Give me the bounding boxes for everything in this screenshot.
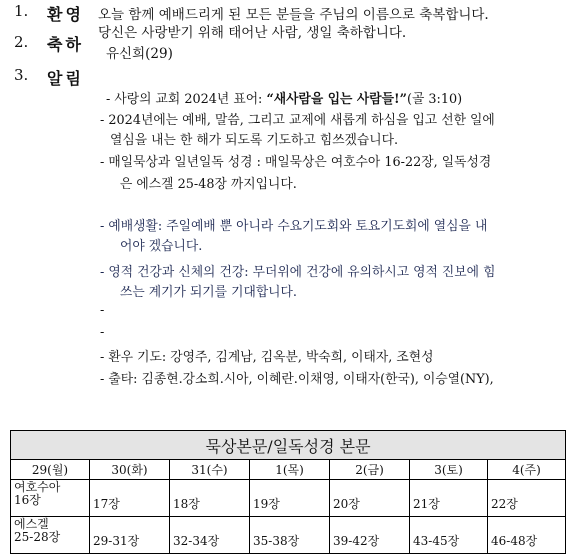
chapter-value: 20장 [333,497,360,511]
table-cell [170,517,250,554]
table-cell [11,480,90,517]
chapter-value: 16장 [14,493,41,507]
item-number-1: 1. [14,2,29,20]
welcome-text: 오늘 함께 예배드리게 된 모든 분들을 주님의 이름으로 축복합니다. [98,7,489,23]
worship-line-2: 어야 겠습니다. [120,239,203,254]
empty-bullet-2: - [100,325,105,340]
table-row [11,517,566,554]
motto-reference: (골 3:10) [406,92,463,107]
table-cell [170,480,250,517]
chapter-value: 32-34장 [173,534,220,548]
reading-line-2: 은 에스겔 25-48장 까지입니다. [120,177,297,192]
health-line-2: 쓰는 계기가 되기를 기대합니다. [120,285,297,300]
reading-schedule-table [10,430,566,554]
table-title: 묵상본문/일독성경 본문 [11,431,566,460]
chapter-value: 18장 [173,497,200,511]
motto-prefix: - 사랑의 교회 2024년 표어: [106,92,267,107]
table-cell [410,480,488,517]
travel-list: - 출타: 김종현.강소희.시아, 이혜란.이채영, 이태자(한국), 이승열(NY), [100,372,494,387]
prayer-list: - 환우 기도: 강영주, 김계남, 김옥분, 박숙희, 이태자, 조현성 [100,350,434,365]
day-header: 3(토) [410,460,488,480]
chapter-value: 43-45장 [413,534,460,548]
table-cell [488,480,566,517]
book-label: 에스겔 [14,517,49,531]
table-cell [330,517,410,554]
chapter-value: 35-38장 [253,534,300,548]
health-line-1: - 영적 건강과 신체의 건강: 무더위에 건강에 유의하시고 영적 진보에 힘 [100,265,496,280]
worship-line-1: - 예배생활: 주일예배 뿐 아니라 수요기도회와 토요기도회에 열심을 내 [100,219,488,234]
table-cell [250,480,330,517]
empty-bullet-1: - [100,303,105,318]
heading-announcements: 알림 [47,69,84,88]
reading-line-1: - 매일묵상과 일년일독 성경 : 매일묵상은 여호수아 16-22장, 일독성경 [100,155,492,170]
church-motto [106,88,462,107]
birthday-text: 당신은 사랑받기 위해 태어난 사람, 생일 축하합니다. [98,25,407,41]
chapter-value: 22장 [491,497,518,511]
table-cell [488,517,566,554]
table-cell [90,480,170,517]
motto-quote: “새사람을 입는 사람들!” [266,92,407,107]
day-header: 4(주) [488,460,566,480]
table-row [11,480,566,517]
heading-congratulations: 축하 [47,35,84,54]
day-header: 29(월) [11,460,90,480]
chapter-value: 29-31장 [93,534,140,548]
table-cell [250,517,330,554]
chapter-value: 46-48장 [491,534,538,548]
heading-welcome: 환영 [47,5,84,24]
goal-line-2: 열심을 내는 한 해가 되도록 기도하고 힘쓰겠습니다. [110,133,399,148]
chapter-value: 17장 [93,497,120,511]
table-cell [11,517,90,554]
chapter-value: 19장 [253,497,280,511]
chapter-value: 39-42장 [333,534,380,548]
table-cell [410,517,488,554]
day-header: 31(수) [170,460,250,480]
item-number-2: 2. [14,33,29,51]
book-label: 여호수아 [14,480,61,494]
chapter-value: 25-28장 [14,530,61,544]
table-cell [330,480,410,517]
day-header: 30(화) [90,460,170,480]
birthday-name: 유신희(29) [106,46,173,62]
day-header: 1(목) [250,460,330,480]
table-cell [90,517,170,554]
goal-line-1: - 2024년에는 예배, 말씀, 그리고 교제에 새롭게 하심을 입고 선한 일에 [100,113,495,128]
item-number-3: 3. [14,66,29,84]
day-header: 2(금) [330,460,410,480]
chapter-value: 21장 [413,497,440,511]
